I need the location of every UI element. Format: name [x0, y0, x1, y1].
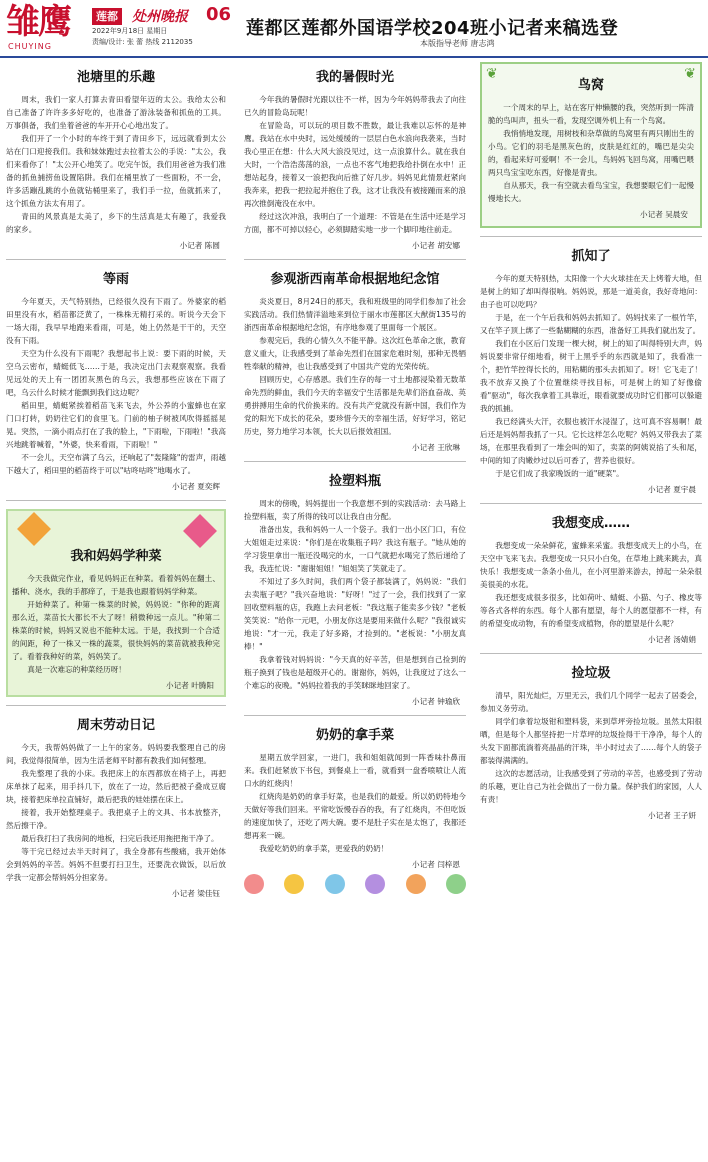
article-holiday — [244, 66, 466, 251]
column-left — [6, 62, 226, 1158]
editor-line: 责编/设计: 张 蕾 热线 2112035 — [92, 38, 193, 46]
flower-icon — [325, 874, 345, 894]
article-memorial — [244, 268, 466, 453]
article-title: 我想变成…… — [551, 516, 630, 531]
divider — [480, 503, 702, 504]
article-bird — [480, 62, 702, 228]
article-paragraph: 我悄悄地发现，用树枝和杂草做的鸟窝里有两只刚出生的小鸟。它们的羽毛是黑灰色的，皮肤是红红的，嘴巴是尖尖的，看起来好可爱啊！不一会儿，鸟妈妈飞回鸟窝，用嘴巴喂两只鸟宝宝吃东西，好像是青虫。 — [488, 129, 694, 177]
article-paragraph: 最后我打扫了我房间的地板，扫完后我还用拖把拖干净了。 — [21, 834, 219, 843]
article-paragraph: 清早，阳光灿烂，万里无云，我们几个同学一起去了居委会，参加义务劳动。 — [480, 691, 702, 713]
article-paragraph: 炎炎夏日，8月24日的那天，我和班级里的同学们参加了社会实践活动。我们热情洋溢地来到位于丽水市莲都区大猷街135号的浙西南革命根据地纪念馆，有序地参观了里面每一个展区。 — [244, 297, 466, 332]
article-title: 等雨 — [102, 272, 129, 287]
article-paragraph: 我先整理了我的小床。我把床上的东西都放在椅子上，再把床单抹了起来，用手抖几下，放在了一边，然后把被子叠成豆腐块，接着把床单拉直铺好，最后把我的娃娃摆在床上。 — [6, 769, 226, 804]
divider — [6, 259, 226, 260]
article-paragraph: 于是它们成了我家晚饭的一道"硬菜"。 — [495, 469, 624, 478]
article-byline: 小记者 胡安娜 — [412, 241, 460, 250]
article-paragraph: 真是一次难忘的种菜经历呀！ — [27, 665, 126, 674]
masthead-logo: 雏鹰 — [6, 2, 70, 42]
masthead — [0, 0, 708, 58]
article-paragraph: 我想变成一朵朵鲜花，蜜蜂来采蜜。我想变成天上的小鸟，在天空中飞来飞去。我想变成一只只小白兔，在草地上跳来跳去，真快乐！我想变成一条条小鱼儿，在小河里游来游去，掉起一朵朵很美很美的水花。 — [480, 541, 702, 589]
article-paragraph: 我拿着钱对妈妈说："今天真的好辛苦，但是想到自己捡到的瓶子换到了钱也是超级开心的。谢谢你，妈妈，让我度过了这么一个难忘的夜晚。"妈妈拉着我的手笑眯眯地回家了。 — [244, 655, 466, 690]
article-chores — [6, 714, 226, 899]
article-title: 捡垃圾 — [571, 666, 611, 681]
article-paragraph: 于是，在一个午后我和妈妈去抓知了。妈妈找来了一根竹竿，又在竿子顶上绑了一些黏糊糊的东西，准备好工具我们就出发了。 — [480, 313, 702, 335]
article-byline: 小记者 梁佳钰 — [172, 889, 220, 898]
divider — [6, 705, 226, 706]
article-paragraph: 我还想变成很多很多，比如荷叶、蜻蜓、小猫、勺子、橡皮等等各式各样的东西。每个人都有愿望，每个人的愿望都不一样，有的希望变成动物，有的希望变成植物，你的愿望是什么呢？ — [480, 593, 702, 628]
article-paragraph: 周末的傍晚，妈妈提出一个我意想不到的实践活动：去马路上捡塑料瓶，卖了所得的钱可以让我自由分配。 — [244, 499, 466, 521]
article-paragraph: 天空为什么没有下雨呢？我想起书上说：要下雨的时候，天空乌云密布，蜻蜓低飞……于是，我决定出门去观察观察。我看见远处的天上有一团团灰黑色的乌云，我想那些应该在下雨了吧，乌云什么时候才能飘到我们这边呢？ — [6, 349, 226, 397]
article-paragraph: 同学们拿着垃圾钳和塑料袋，来到草坪旁捡垃圾。虽然太阳很晒，但是每个人都坚持把一片草坪的垃圾捡得干干净净，每个人的头发下面都流淌着亮晶晶的汗珠，半小时过去了……每个人的袋子都装得满满的。 — [480, 717, 702, 765]
article-title: 捡塑料瓶 — [328, 474, 381, 489]
article-byline: 小记者 夏宇晨 — [648, 485, 696, 494]
divider — [480, 236, 702, 237]
article-paragraph: 不一会儿，天空布满了乌云，还响起了"轰隆隆"的雷声，雨越下越大了，稻田里的稻苗终于可以"咕咚咕咚"地喝水了。 — [6, 453, 226, 475]
article-change — [480, 512, 702, 645]
article-title: 池塘里的乐趣 — [76, 70, 155, 85]
divider — [244, 259, 466, 260]
article-paragraph: 接着，我开始整理桌子。我把桌子上的文具、书本放整齐，然后擦干净。 — [6, 808, 226, 830]
article-paragraph: 经过这次冲浪，我明白了一个道理：不管是在生活中还是学习方面，都不可掉以轻心，必须脚踏实地一步一个脚印地往前走。 — [244, 212, 466, 234]
article-title: 我和妈妈学种菜 — [70, 549, 162, 564]
article-paragraph: 今年夏天，天气特别热，已经很久没有下雨了。外婆家的稻田里没有水，稻苗都泛黄了，一株株无精打采的。听说今天会下一场大雨，我早早地跑来看雨，可是，她上仍然是干干的，天空没有下雨。 — [6, 297, 226, 345]
article-byline: 小记者 闫梓恩 — [412, 860, 460, 869]
article-garbage — [480, 662, 702, 821]
article-paragraph: 我已经满头大汗，衣服也被汗水浸湿了，这可真不容易啊！最后还是妈妈帮我抓了一只。它长这样怎么吃呢？妈妈又带我去了菜场，在那里我看到了一堆会叫的知了，卖菜的阿姨说掐了头和尾，中间的知了肉嫩炒过以后可香了，营养也很好。 — [480, 417, 702, 465]
article-pond — [6, 66, 226, 251]
article-paragraph: 青田的风景真是太美了，乡下的生活真是太有趣了，我爱我的家乡。 — [6, 212, 226, 234]
flower-icon — [446, 874, 466, 894]
article-title: 抓知了 — [571, 249, 611, 264]
divider — [244, 715, 466, 716]
article-paragraph: 稻田里，蜻蜓紧挨着稻苗飞来飞去，外公养的小蜜蜂也在家门口打转，奶奶往它们的食里飞。门前的柚子树被风吹得摇摇晃晃。突然，一滴小雨点打在了我的脸上，"下雨啦，下雨啦！"我高兴地跳着喊着，"外婆，快来看雨，下雨啦！" — [6, 401, 226, 449]
kite-icon — [17, 512, 51, 546]
article-paragraph: 今年我的暑假时光跟以往不一样，因为今年妈妈带我去了向往已久的冒险岛玩呢！ — [244, 95, 466, 117]
article-byline: 小记者 王子妍 — [648, 811, 696, 820]
article-byline: 小记者 吴晨安 — [640, 210, 688, 219]
article-paragraph: 等干完已经过去半天时间了，我全身都有些酸痛，我开始体会到妈妈的辛苦。妈妈不但要打扫卫生，还要洗衣做饭，以后放学我一定都会帮妈妈分担家务。 — [6, 847, 226, 882]
article-byline: 小记者 夏奕辉 — [172, 482, 220, 491]
article-byline: 小记者 汤婧娟 — [648, 635, 696, 644]
article-byline: 小记者 王欣琳 — [412, 443, 460, 452]
divider — [480, 653, 702, 654]
article-paragraph: 我爱吃奶奶的拿手菜，更爱我的奶奶！ — [259, 844, 389, 853]
page-number: 06 — [206, 4, 232, 25]
article-paragraph: 不知过了多久时间，我们两个袋子都装满了，妈妈说："我们去卖瓶子吧？"我兴奋地说："好呀！"过了一会，我们找到了一家回收塑料瓶的店，我跑上去问老板："我这瓶子能卖多少钱？"老板笑笑说："给你一元吧，小朋友你这是要用来做什么呢？"我很诚实地说："才一元，我走了好多路，才捡到的。"老板说："小朋友真棒！" — [244, 577, 466, 651]
article-paragraph: 回顾历史，心存感恩。我们生存的每一寸土地都浸染着无数革命先烈的鲜血，我们今天的幸福安宁生活都是先辈们浴血奋战、英勇拼搏用生命的代价换来的。没有共产党就没有新中国，我们作为党的阳光下成长的花朵，要珍惜今天的幸福生活，好好学习，铭记历史，努力地学习本领，长大以后报效祖国。 — [244, 375, 466, 436]
article-paragraph: 我们在小区后门发现一棵大树，树上的知了叫得特别大声，妈妈说要非常仔细地看，树干上黑乎乎的东西就是知了，我看准一个，把竹竿控得长长的，用粘糊的那头去抓知了。呀！它飞走了！我不放弃又换了个位置继续寻找目标，可是树上的知了好像偷看"驱动"，每次我拿着工具靠近，眼看就要成功时它们都可以躲避我的抓捕。 — [480, 339, 702, 413]
column-middle — [244, 62, 466, 1158]
article-title: 我的暑假时光 — [315, 70, 394, 85]
flower-icon — [406, 874, 426, 894]
article-paragraph: 今天，我帮妈妈做了一上午的家务。妈妈要我整理自己的房间，我觉得很简单，因为生活老师平时都有教我们如何整理。 — [6, 743, 226, 765]
flower-icon — [284, 874, 304, 894]
article-paragraph: 今天我做完作业，看见妈妈正在种菜。看着妈妈在翻土、播种、浇水，我的手都痒了，于是我也跟着妈妈学种菜。 — [12, 574, 220, 596]
flower-illustration — [244, 874, 466, 894]
article-title: 奶奶的拿手菜 — [315, 728, 394, 743]
article-rain — [6, 268, 226, 492]
advisor-line: 本版指导老师 唐志鸿 — [420, 39, 495, 48]
article-cicada — [480, 245, 702, 495]
kite-illustration — [12, 515, 220, 541]
article-byline: 小记者 叶腾阳 — [166, 681, 214, 690]
section-tag: 莲都 — [92, 8, 122, 25]
kite-icon — [183, 514, 217, 548]
article-paragraph: 在冒险岛，可以玩的项目数不胜数，最让我难以忘怀的是神鹰。我站在水中央时，远处缓缓的一层层白色水浪向我袭来，当时我心里正在想：什么大风大浪没见过，这一点浪算什么。就在我自大时，一个浩浩荡荡的浪，一点也不客气地把我给扑倒在水中！正想站起身，接着又一浪把我向后推了好几步。妈妈见此情景赶紧向我奔来，把我一把拉起并抱住了我，这才让我没有被接踵而来的浪再次推倒淹没在水中。 — [244, 121, 466, 208]
article-paragraph: 红烧肉是奶奶的拿手好菜，也是我们的最爱。所以奶奶特地今天做好等我们回来。平常吃饭慢吞吞的我，有了红烧肉，不但吃饭的速度加快了，还吃了两大碗。要不是肚子实在是太饱了，我都还想再来一碗。 — [244, 792, 466, 840]
article-paragraph: 准备出发，我和妈妈一人一个袋子。我们一出小区门口，有位大姐姐走过来说："你们是在收集瓶子吗？我这有瓶子。"她从她的学习袋里拿出一瓶还没喝完的水，一口气就把水喝完了然后递给了我，我连忙说："谢谢姐姐！"姐姐笑了笑就走了。 — [244, 525, 466, 573]
article-plant — [6, 509, 226, 697]
article-paragraph: 这次的志愿活动，让我感受到了劳动的辛苦，也感受到了劳动的乐趣，更让自己为社会做出了一份力量。保护我们的家园，人人有责！ — [480, 769, 702, 804]
article-paragraph: 今年的夏天特别热，太阳像一个大火球挂在天上烤着大地，但是树上的知了却叫得很响。妈妈说，那是一道美食，我好奇地问：由子也可以吃吗？ — [480, 274, 702, 309]
leaf-icon: ❦ — [486, 66, 498, 82]
article-grandma — [244, 724, 466, 870]
article-byline: 小记者 钟瑜欣 — [412, 697, 460, 706]
masthead-logo-sub: CHUYING — [8, 42, 52, 51]
paper-name: 处州晚报 — [132, 9, 188, 25]
article-paragraph: 周末，我们一家人打算去青田看望年迈的太公。我给太公和自己准备了许许多多好吃的，也准备了游泳装备和抓鱼的工具。万事俱备，我们坐着爸爸的车开开心心地出发了。 — [6, 95, 226, 130]
article-title: 参观浙西南革命根据地纪念馆 — [270, 272, 440, 287]
divider — [6, 500, 226, 501]
article-bottles — [244, 470, 466, 707]
leaf-icon: ❦ — [684, 66, 696, 82]
article-byline: 小记者 陈圆 — [179, 241, 220, 250]
article-paragraph: 参观完后，我的心情久久不能平静。这次红色革命之旅，教育意义重大，让我感受到了革命先烈们在国家危难时刻，那种无畏牺牲奉献的精神，也让我感受到了中国共产党的光荣传统。 — [244, 336, 466, 371]
article-paragraph: 星期五放学回家，一进门，我和姐姐就闻到一阵香味扑鼻而来。我们赶紧放下书包，到餐桌上一看，就看到一盘香喷喷让人流口水的红烧肉！ — [244, 753, 466, 788]
article-title: 鸟窝 — [577, 78, 604, 93]
divider — [244, 461, 466, 462]
article-title: 周末劳动日记 — [76, 718, 155, 733]
page-banner: 莲都区莲都外国语学校204班小记者来稿选登 — [246, 18, 619, 39]
article-paragraph: 一个周末的早上，站在客厅伸懒腰的我，突然听到一阵清脆的鸟叫声，扭头一看，发现空调外机上有一个鸟窝。 — [488, 103, 694, 125]
article-paragraph: 开始种菜了。种第一株菜的时候，妈妈说："你种的距离那么近，菜苗长大都长不大了呀！稍微种远一点儿。"种第二株菜的时候，妈妈又说也不能种太远。于是，我找到一个合适的间距，种了一株又一株的蔬菜，很快妈妈的菜苗就被我种完了。看着我种好的菜，妈妈笑了。 — [12, 600, 220, 661]
article-paragraph: 我们开了一个小时的车终于到了青田乡下，远远就看到太公站在门口迎接我们。我和妹妹跑过去拉着太公的手说："太公，我们来看你了！"太公开心地笑了。吃完午饭，我们用爸爸为我们准备的抓鱼捕捞鱼设置陷阱。我们在桶里放了一些面粉，不一会，许多活蹦乱跳的小鱼就钻桶里来了，我们手一拉，鱼就抓来了，这个抓鱼方法太有用了。 — [6, 134, 226, 208]
article-paragraph: 自从那天，我一有空就去看鸟宝宝，我想要眼它们一起慢慢地长大。 — [488, 181, 694, 203]
issue-date: 2022年9月18日 星期日 — [92, 27, 168, 35]
column-right — [480, 62, 702, 1158]
flower-icon — [244, 874, 264, 894]
flower-icon — [365, 874, 385, 894]
